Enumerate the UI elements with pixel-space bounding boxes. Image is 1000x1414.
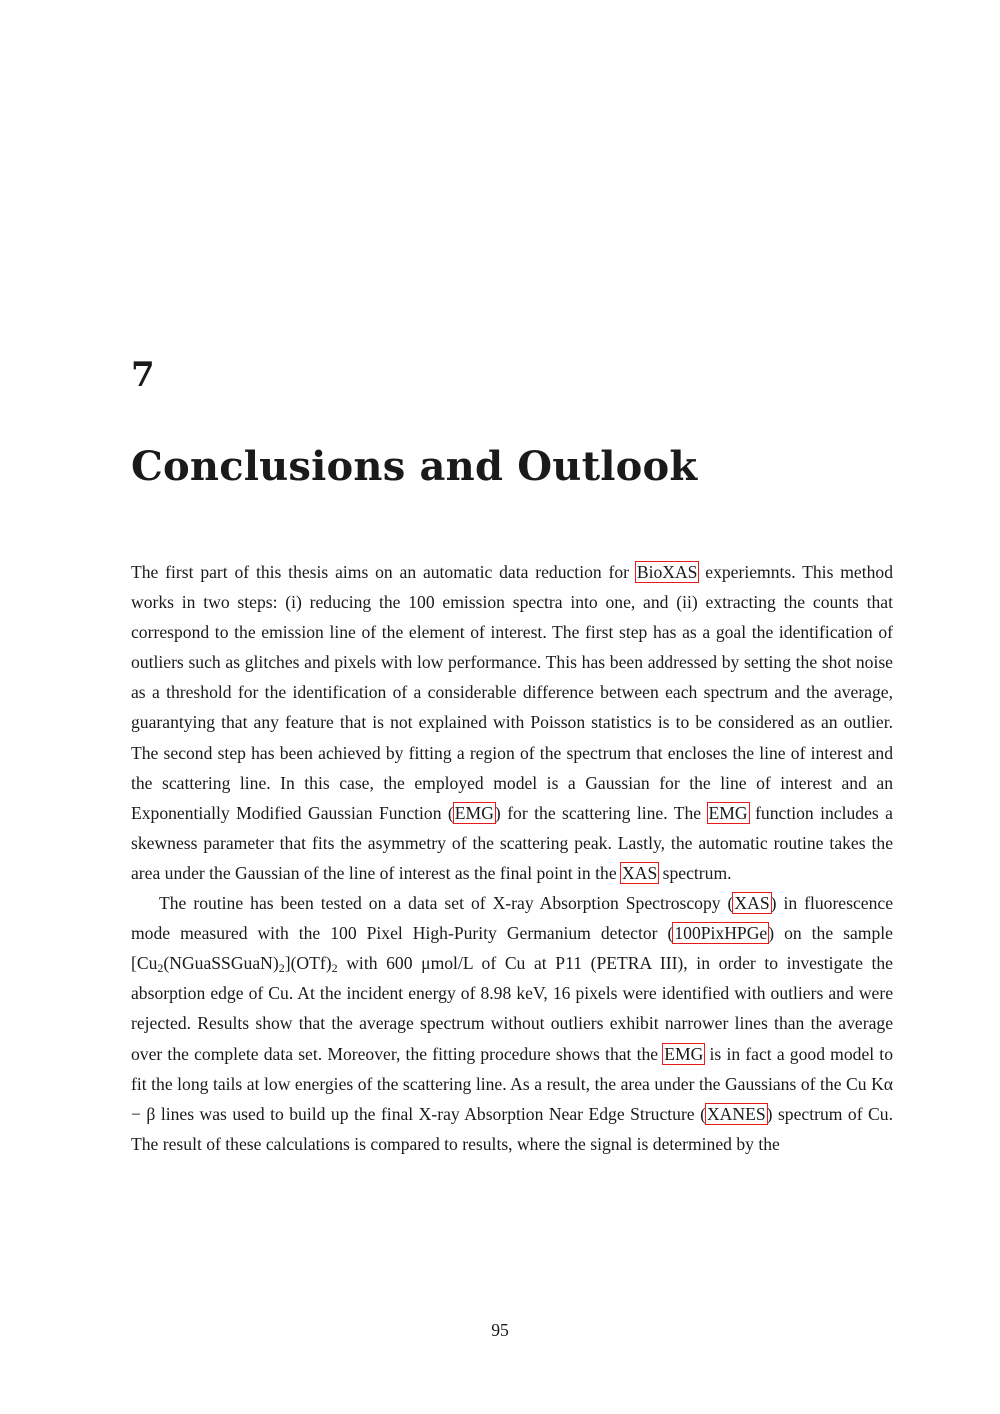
paragraph-1 <box>131 557 893 888</box>
acronym-link-100pixhpge[interactable]: 100PixHPGe <box>674 923 768 944</box>
subscript: 2 <box>157 961 164 976</box>
chapter-number: 7 <box>131 355 155 395</box>
acronym-link-xas[interactable]: XAS <box>734 893 770 914</box>
text-span: spectrum. <box>658 862 732 883</box>
chapter-title: Conclusions and Outlook <box>131 443 698 490</box>
text-span: experiemnts. This method works in two steps: (i) reducing the 100 emission spectra into one, and (ii) extracting the counts that correspond to the emission line of the element of interest. The first step has as a goal the identification of outliers such as glitches and pixels with low performance. This has been addressed by setting the shot noise as a threshold for the identification of a considerable difference between each spectrum and the average, guarantying that any feature that is not explained with Poisson statistics is to be considered as an outlier. The second step has been achieved by fitting a region of the spectrum that encloses the line of interest and the scattering line. In this case, the employed model is a Gaussian for the line of interest and an Exponentially Modified Gaussian Function ( <box>131 562 894 823</box>
text-span: function includes a skewness parameter that fits the asymmetry of the scattering peak. Lastly, the automatic routine takes the area under the Gaussian of the line of interest as the final point in the <box>131 802 893 883</box>
text-span: The routine has been tested on a data set of X-ray Absorption Spectroscopy ( <box>159 893 734 914</box>
page-number: 95 <box>491 1320 509 1340</box>
subscript: 2 <box>278 961 285 976</box>
text-span: ) for the scattering line. The <box>494 802 708 823</box>
text-span: with 600 μmol/L of Cu at P11 (PETRA III), in order to investigate the absorption edge of Cu. At the incident energy of 8.98 keV, 16 pixels were identified with outliers and were rejected. Results show that the average spectrum without outliers exhibit narrower lines than the average over the complete data set. Moreover, the fitting procedure shows that the <box>131 953 893 1064</box>
acronym-link-emg[interactable]: EMG <box>454 802 494 823</box>
acronym-link-xas[interactable]: XAS <box>622 862 658 883</box>
acronym-link-emg[interactable]: EMG <box>708 802 748 823</box>
paragraph-2 <box>131 888 893 1159</box>
text-span: ) in fluorescence mode measured with the 100 Pixel High-Purity Germanium detector ( <box>131 893 893 944</box>
text-span: ](OTf) <box>284 953 332 974</box>
text-span: The first part of this thesis aims on an automatic data reduction for <box>131 562 636 582</box>
body-text <box>131 557 893 1159</box>
text-span: ) spectrum of Cu. The result of these calculations is compared to results, where the signal is determined by the <box>131 1103 893 1154</box>
text-span: (NGuaSSGuaN) <box>163 953 279 974</box>
acronym-link-xanes[interactable]: XANES <box>706 1103 766 1124</box>
acronym-link-emg[interactable]: EMG <box>664 1043 704 1064</box>
acronym-link-bioxas[interactable]: BioXAS <box>636 562 698 582</box>
text-span: is in fact a good model to fit the long tails at low energies of the scattering line. As a result, the area under the Gaussians of the Cu Kα − β lines was used to build up the final X-ray Absorption Near Edge Structure ( <box>131 1043 893 1124</box>
subscript: 2 <box>331 961 338 976</box>
text-span: ) on the sample [Cu <box>131 923 893 974</box>
